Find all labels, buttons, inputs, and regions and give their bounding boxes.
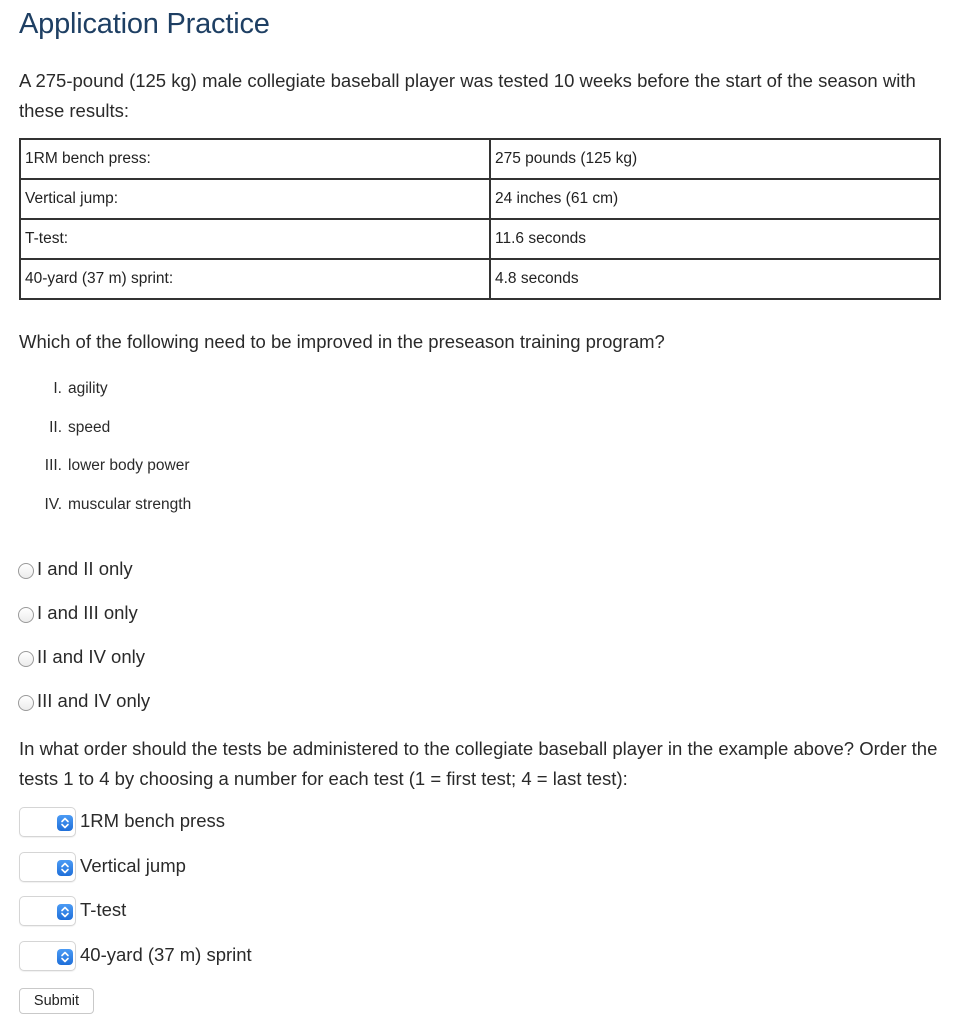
- test-result-cell: 11.6 seconds: [490, 219, 940, 259]
- test-result-cell: 24 inches (61 cm): [490, 179, 940, 219]
- table-row: [20, 179, 940, 219]
- statement-text: speed: [68, 418, 111, 436]
- order-row-t-test: [19, 896, 252, 941]
- order-test-label: 1RM bench press: [80, 810, 225, 831]
- list-item: [20, 419, 191, 458]
- choice-option-3[interactable]: [18, 646, 150, 690]
- order-row-sprint: [19, 941, 252, 986]
- test-name-cell: Vertical jump:: [20, 179, 490, 219]
- chevron-updown-icon: [57, 860, 73, 876]
- statement-number: III.: [44, 457, 62, 475]
- answer-choices: [18, 558, 150, 734]
- list-item: [20, 380, 191, 419]
- test-name-cell: 40-yard (37 m) sprint:: [20, 259, 490, 299]
- choice-option-4[interactable]: [18, 690, 150, 734]
- statement-number: IV.: [44, 496, 62, 514]
- table-row: [20, 139, 940, 179]
- results-table: [19, 138, 941, 300]
- statement-number: II.: [49, 418, 62, 436]
- test-name-cell: T-test:: [20, 219, 490, 259]
- chevron-updown-icon: [57, 949, 73, 965]
- order-selects: [19, 807, 252, 985]
- choice-option-1[interactable]: [18, 558, 150, 602]
- test-result-cell: 4.8 seconds: [490, 259, 940, 299]
- radio-button[interactable]: [18, 563, 34, 579]
- order-question-text: In what order should the tests be administered to the collegiate baseball player in the example above? Order the tests 1 to 4 by choosing a number for each test (1 = first test; 4 = last test):: [19, 738, 938, 789]
- choice-label[interactable]: II and IV only: [37, 646, 145, 667]
- test-result-cell: 275 pounds (125 kg): [490, 139, 940, 179]
- radio-button[interactable]: [18, 651, 34, 667]
- submit-button[interactable]: Submit: [19, 988, 94, 1014]
- radio-button[interactable]: [18, 695, 34, 711]
- test-name-cell: 1RM bench press:: [20, 139, 490, 179]
- order-select[interactable]: [19, 807, 76, 837]
- order-select[interactable]: [19, 852, 76, 882]
- order-test-label: 40-yard (37 m) sprint: [80, 943, 252, 965]
- page-title: Application Practice: [19, 8, 270, 40]
- table-row: [20, 259, 940, 299]
- list-item: [20, 496, 191, 535]
- statement-text: agility: [68, 380, 108, 397]
- order-test-label: Vertical jump: [80, 854, 186, 876]
- list-item: [20, 457, 191, 496]
- choice-label[interactable]: I and III only: [37, 602, 138, 623]
- order-row-bench-press: [19, 807, 252, 852]
- choice-label[interactable]: III and IV only: [37, 690, 151, 711]
- radio-button[interactable]: [18, 607, 34, 623]
- order-select[interactable]: [19, 896, 76, 926]
- choice-label[interactable]: I and II only: [37, 558, 133, 579]
- question-text: Which of the following need to be improved in the preseason training program?: [19, 331, 665, 352]
- order-test-label: T-test: [80, 899, 127, 920]
- intro-text: A 275-pound (125 kg) male collegiate baseball player was tested 10 weeks before the start of the season with these results:: [19, 70, 916, 121]
- table-row: [20, 219, 940, 259]
- statement-list: [20, 380, 191, 535]
- chevron-updown-icon: [57, 815, 73, 831]
- choice-option-2[interactable]: [18, 602, 150, 646]
- order-select[interactable]: [19, 941, 76, 971]
- order-row-vertical-jump: [19, 852, 252, 897]
- chevron-updown-icon: [57, 904, 73, 920]
- statement-number: I.: [53, 380, 62, 397]
- statement-text: muscular strength: [68, 496, 192, 514]
- statement-text: lower body power: [68, 457, 190, 475]
